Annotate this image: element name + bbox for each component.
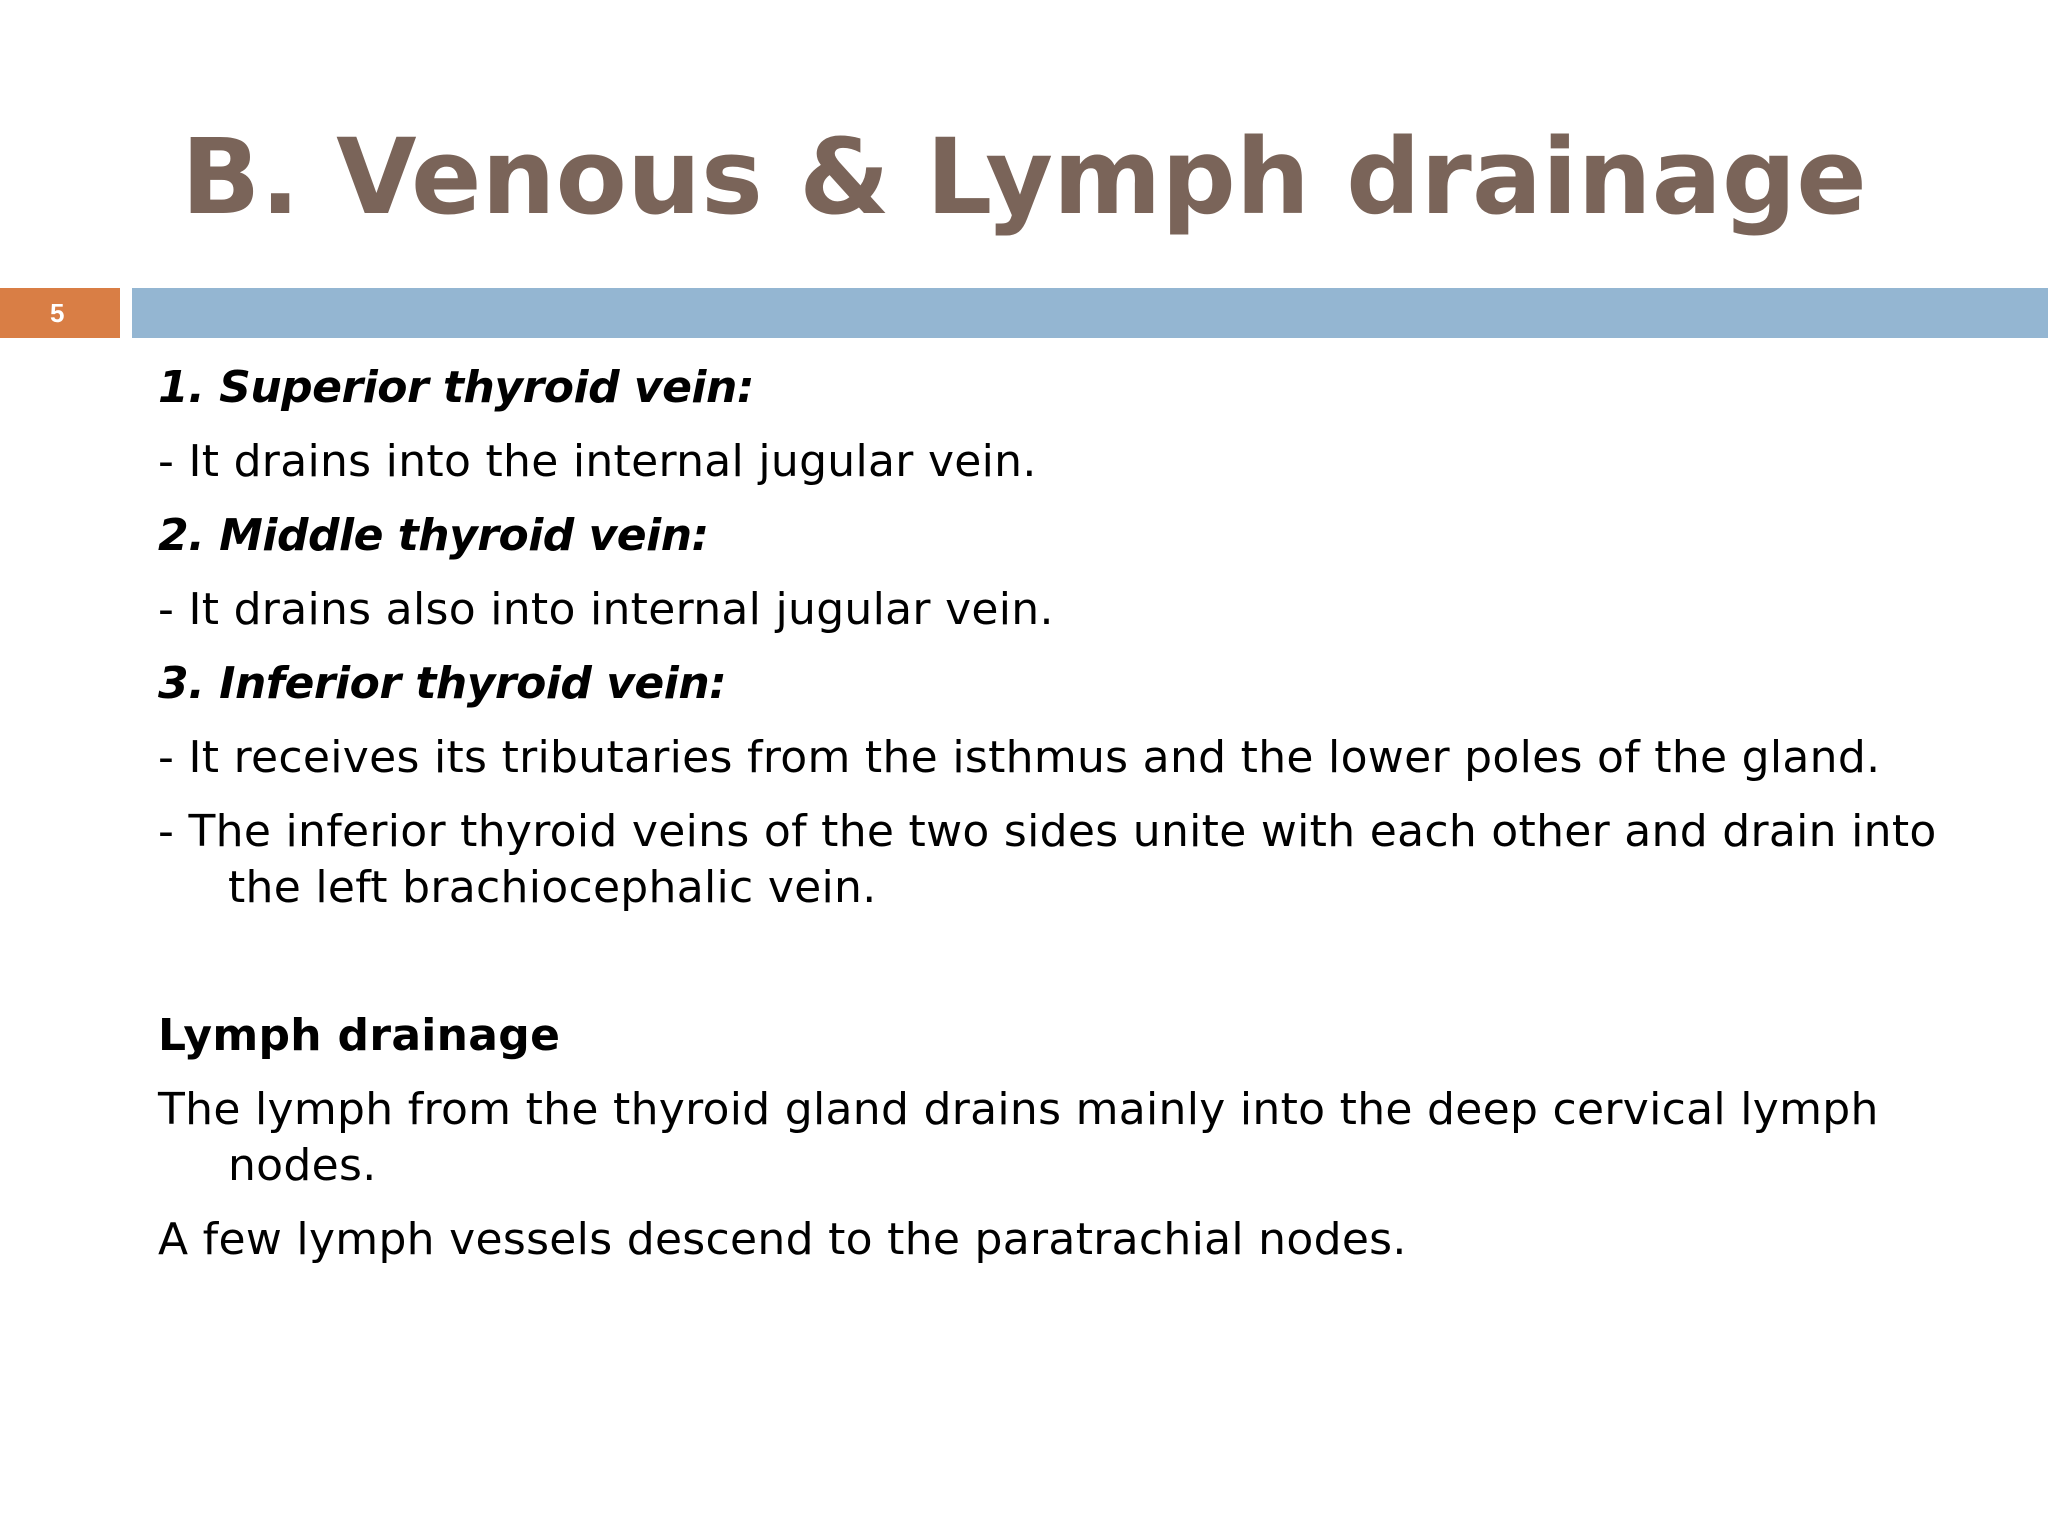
lymph-text-1: The lymph from the thyroid gland drains mainly into the deep cervical lymph nodes.: [158, 1084, 1879, 1191]
slide-title: B. Venous & Lymph drainage: [181, 116, 1867, 238]
slide-number: 5: [50, 298, 65, 328]
inferior-vein-text-1: - It receives its tributaries from the isthmus and the lower poles of the gland.: [158, 732, 1881, 783]
superior-vein-text: - It drains into the internal jugular vein.: [158, 436, 1037, 487]
inferior-vein-heading: 3. Inferior thyroid vein:: [158, 658, 727, 709]
lymph-text-2: A few lymph vessels descend to the paratrachial nodes.: [158, 1214, 1407, 1265]
inferior-vein-text-2: - The inferior thyroid veins of the two sides unite with each other and drain into the left brachiocephalic vein.: [158, 806, 1937, 913]
title-divider-bar: [132, 288, 2048, 338]
middle-vein-text: - It drains also into internal jugular vein.: [158, 584, 1054, 635]
superior-vein-heading: 1. Superior thyroid vein:: [158, 362, 754, 413]
lymph-heading: Lymph drainage: [158, 1010, 561, 1061]
slide-number-badge: [0, 288, 120, 338]
middle-vein-heading: 2. Middle thyroid vein:: [158, 510, 709, 561]
slide-body: [158, 360, 1998, 1286]
section-spacer: [158, 934, 1998, 1008]
